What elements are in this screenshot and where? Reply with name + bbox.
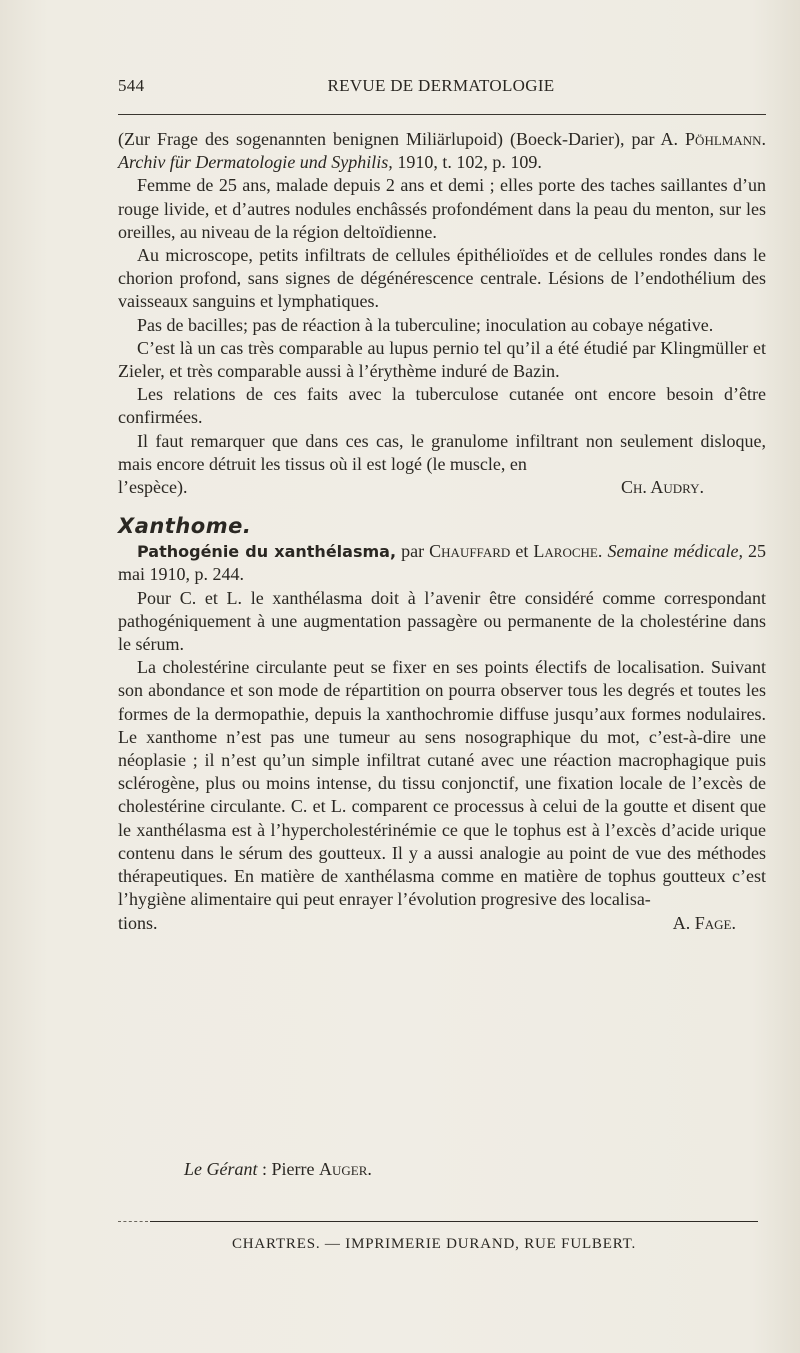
footer-rule-dash bbox=[118, 1221, 148, 1222]
article2-paragraph-2-end: tions. bbox=[118, 912, 158, 933]
article2-reference: Pathogénie du xanthélasma, par Chauffard et Laroche. Semaine médicale, 25 mai 1910, p. 244. bbox=[118, 541, 767, 585]
article1-paragraph-2: Au microscope, petits infiltrats de cellules épithélioïdes et de cellules rondes dans le chorion profond, sans signes de dégénérescence centrale. Lésions de l’endothélium des vaisseaux sanguins et lymphatiques. bbox=[118, 245, 766, 312]
printer-imprint: CHARTRES. — IMPRIMERIE DURAND, RUE FULBERT. bbox=[231, 1236, 636, 1252]
gerant-line: Le Gérant : Pierre Auger. bbox=[184, 1159, 372, 1179]
article1-reference: (Zur Frage des sogenannten benignen Miliärlupoid) (Boeck-Darier), par A. Pöhlmann. Archiv für Dermatologie und Syphilis, 1910, t. 102, p. 109. bbox=[118, 129, 766, 173]
article1-signature: Ch. Audry. bbox=[620, 477, 704, 498]
article1-paragraph-4: C’est là un cas très comparable au lupus pernio tel qu’il a été étudié par Klingmüller et Zieler, et très comparable aussi à l’érythème induré de Bazin. bbox=[118, 337, 766, 382]
article2-author-1: Chauffard bbox=[429, 541, 511, 562]
article1-paragraph-1: Femme de 25 ans, malade depuis 2 ans et demi ; elles porte des taches saillantes d’un rouge livide, et d’autres nodules enchâssés profondément dans la peau du menton, sur les oreilles, au niveau de la région deltoïdienne. bbox=[118, 175, 766, 242]
gerant-label: Le Gérant bbox=[184, 1159, 258, 1179]
section-title: Xanthome. bbox=[118, 514, 252, 539]
article2-author-2: Laroche bbox=[533, 541, 598, 562]
article1-paragraph-6-end: l’espèce). bbox=[118, 477, 188, 498]
article2-signature: A. Fage. bbox=[672, 912, 736, 933]
footer-rule bbox=[150, 1221, 758, 1222]
body-text bbox=[118, 128, 766, 935]
gerant-name: Auger bbox=[318, 1159, 368, 1179]
article1-paragraph-6: Il faut remarquer que dans ces cas, le granulome infiltrant non seulement disloque, mais encore détruit les tissus où il est logé (le muscle, en bbox=[118, 430, 766, 474]
header-rule bbox=[118, 114, 766, 115]
article2-journal: Semaine médicale, bbox=[607, 541, 743, 562]
article1-paragraph-5: Les relations de ces faits avec la tuberculose cutanée ont encore besoin d’être confirmées. bbox=[118, 384, 766, 428]
article1-paragraph-3: Pas de bacilles; pas de réaction à la tuberculine; inoculation au cobaye négative. bbox=[137, 314, 714, 335]
article2-paragraph-2: La cholestérine circulante peut se fixer en ses points électifs de localisation. Suivant son abondance et son mode de répartition on pourra observer tous les degrés et toutes les formes de la dermopathie, depuis la xanthochromie diffuse jusqu’aux formes nodulaires. Le xanthome n’est pas une tumeur au sens nosographique du mot, c’est-à-dire une néoplasie ; il n’est qu’un simple infiltrat cutané avec une réaction macrophagique puis sclérogène, plus ou moins intense, du tissu conjonctif, une fixation locale de l’excès de cholestérine circulante. C. et L. comparent ce processus à celui de la goutte et disent que le xanthélasma est à l’hypercholestérinémie ce que le tophus est à l’excès d’acide urique contenu dans le sérum des goutteux. Il y a aussi analogie au point de vue des méthodes thérapeutiques. En matière de xanthélasma comme en matière de tophus goutteux c’est l’hygiène alimentaire qui peut enrayer l’évolution progresive des localisa- bbox=[118, 657, 766, 910]
article1-journal: Archiv für Dermatologie und Syphilis, bbox=[118, 152, 393, 173]
article2-title: Pathogénie du xanthélasma, bbox=[137, 542, 397, 562]
article2-paragraph-1: Pour C. et L. le xanthélasma doit à l’avenir être considéré comme correspondant pathogéniquement à une augmentation passagère ou permanente de la cholestérine dans le sérum. bbox=[118, 587, 766, 655]
running-title: REVUE DE DERMATOLOGIE bbox=[327, 76, 555, 95]
article1-closing-line bbox=[118, 476, 766, 499]
page-header bbox=[118, 76, 764, 102]
article1-author: Pöhlmann bbox=[685, 129, 762, 149]
page-number: 544 bbox=[118, 76, 145, 95]
article2-closing-line bbox=[118, 912, 766, 935]
